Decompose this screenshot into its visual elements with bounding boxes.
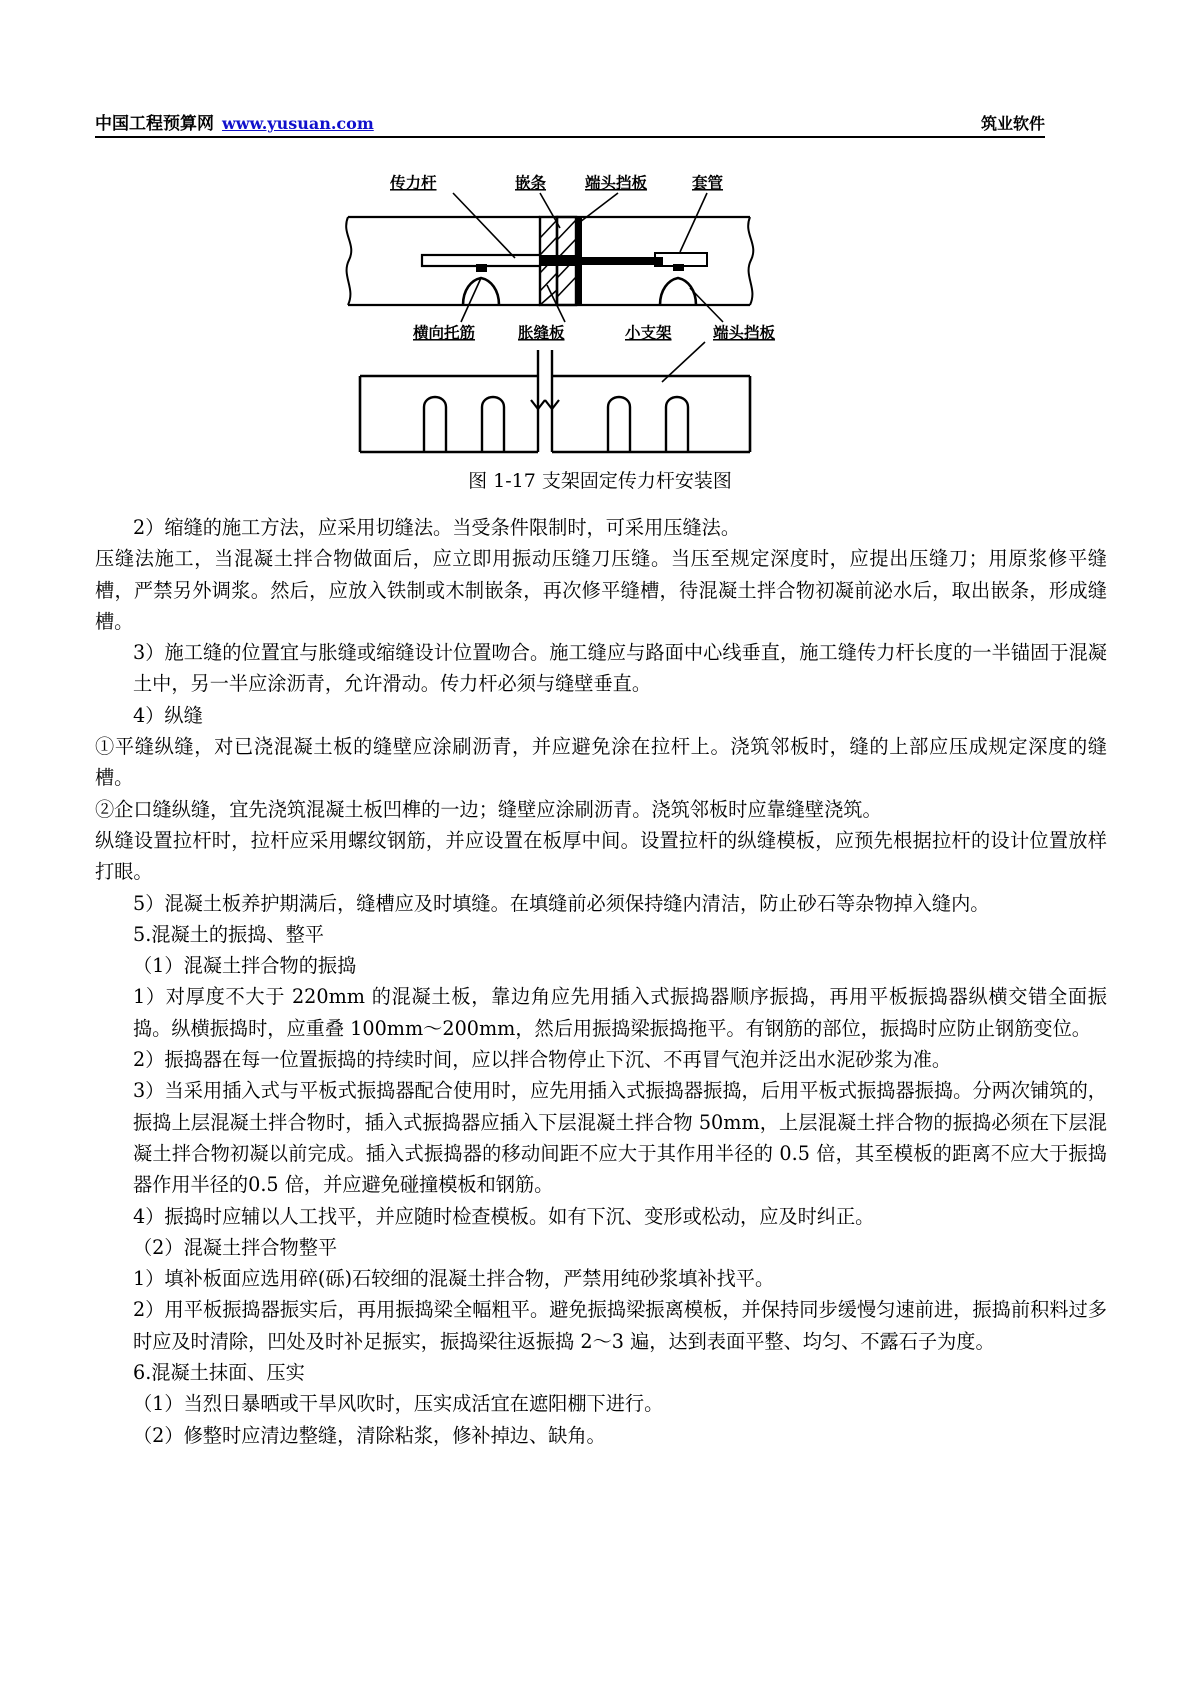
page-header	[95, 100, 1045, 138]
header-brand: 筑业软件	[980, 114, 1045, 133]
figure-drawing	[95, 160, 1105, 500]
body-paragraph: 3）施工缝的位置宜与胀缝或缩缝设计位置吻合。施工缝应与路面中心线垂直，施工缝传力杆长度的一半锚固于混凝土中，另一半应涂沥青，允许滑动。传力杆必须与缝壁垂直。	[133, 641, 1107, 696]
figure-1-17	[95, 160, 1105, 500]
figure-label-small-bracket: 小支架	[625, 324, 672, 342]
body-paragraph: ①平缝纵缝，对已浇混凝土板的缝壁应涂刷沥青，并应避免涂在拉杆上。浇筑邻板时，缝的上部应压成规定深度的缝槽。	[95, 735, 1107, 790]
body-paragraph: 纵缝设置拉杆时，拉杆应采用螺纹钢筋，并应设置在板厚中间。设置拉杆的纵缝模板，应预先根据拉杆的设计位置放样打眼。	[95, 828, 1107, 884]
body-paragraph: 压缝法施工，当混凝土拌合物做面后，应立即用振动压缝刀压缝。当压至规定深度时，应提出压缝刀；用原浆修平缝槽，严禁另外调浆。然后，应放入铁制或木制嵌条，再次修平缝槽，待混凝土拌合物初凝前泌水后，取出嵌条，形成缝槽。	[95, 547, 1107, 633]
document-body	[95, 512, 1107, 1451]
figure-label-expansion-board: 胀缝板	[518, 324, 565, 342]
figure-caption: 图 1-17 支架固定传力杆安装图	[468, 470, 732, 492]
body-paragraph: 5.混凝土的振捣、整平	[133, 922, 324, 946]
body-paragraph: 2）缩缝的施工方法，应采用切缝法。当受条件限制时，可采用压缝法。	[133, 516, 741, 539]
body-paragraph: （1）当烈日暴晒或干旱风吹时，压实成活宜在遮阳棚下进行。	[133, 1392, 664, 1416]
body-paragraph: 1）填补板面应选用碎(砾)石较细的混凝土拌合物，严禁用纯砂浆填补找平。	[133, 1267, 775, 1291]
figure-label-end-plate-plan: 端头挡板	[713, 324, 776, 342]
site-url-link[interactable]: www.yusuan.com	[222, 114, 374, 133]
body-paragraph: 2）用平板振捣器振实后，再用振捣梁全幅粗平。避免振捣梁振离模板，并保持同步缓慢匀速前进，振捣前积料过多时应及时清除，凹处及时补足振实，振捣梁往返振捣 2～3 遍，达到表面平整、均匀、不露石子为度。	[133, 1298, 1107, 1353]
figure-label-sleeve: 套管	[692, 174, 724, 192]
body-paragraph: 6.混凝土抹面、压实	[133, 1361, 305, 1385]
figure-label-transverse-bar: 横向托筋	[413, 324, 476, 342]
figure-label-end-plate: 端头挡板	[585, 174, 648, 192]
figure-label-dowel-bar: 传力杆	[390, 174, 437, 192]
body-paragraph: 2）振捣器在每一位置振捣的持续时间，应以拌合物停止下沉、不再冒气泡并泛出水泥砂浆为准。	[133, 1048, 952, 1072]
header-left-group	[95, 109, 374, 136]
body-paragraph: 4）振捣时应辅以人工找平，并应随时检查模板。如有下沉、变形或松动，应及时纠正。	[133, 1204, 875, 1228]
body-paragraph: （2）混凝土拌合物整平	[133, 1235, 338, 1259]
body-paragraph: 4）纵缝	[133, 703, 203, 727]
body-paragraph: 3）当采用插入式与平板式振捣器配合使用时，应先用插入式振捣器振捣，后用平板式振捣器振捣。分两次铺筑的，振捣上层混凝土拌合物时，插入式振捣器应插入下层混凝土拌合物 50mm，上层混凝土拌合物的振捣必须在下层混凝土拌合物初凝以前完成。插入式振捣器的移动间距不应大于其作用半径的 0.5 倍，其至模板的距离不应大于振捣器作用半径的0.5 倍，并应避免碰撞模板和钢筋。	[133, 1079, 1107, 1197]
body-paragraph: 5）混凝土板养护期满后，缝槽应及时填缝。在填缝前必须保持缝内清洁，防止砂石等杂物掉入缝内。	[133, 891, 990, 915]
body-paragraph: 1）对厚度不大于 220mm 的混凝土板，靠边角应先用插入式振捣器顺序振捣，再用平板振捣器纵横交错全面振捣。纵横振捣时，应重叠 100mm～200mm，然后用振捣梁振捣拖平。有钢筋的部位，振捣时应防止钢筋变位。	[133, 985, 1107, 1040]
figure-label-insert-strip: 嵌条	[515, 174, 547, 192]
site-name: 中国工程预算网	[95, 114, 214, 134]
body-paragraph: ②企口缝纵缝，宜先浇筑混凝土板凹榫的一边；缝壁应涂刷沥青。浇筑邻板时应靠缝壁浇筑。	[95, 797, 882, 821]
body-paragraph: （1）混凝土拌合物的振捣	[133, 954, 357, 978]
body-paragraph: （2）修整时应清边整缝，清除粘浆，修补掉边、缺角。	[133, 1423, 606, 1447]
